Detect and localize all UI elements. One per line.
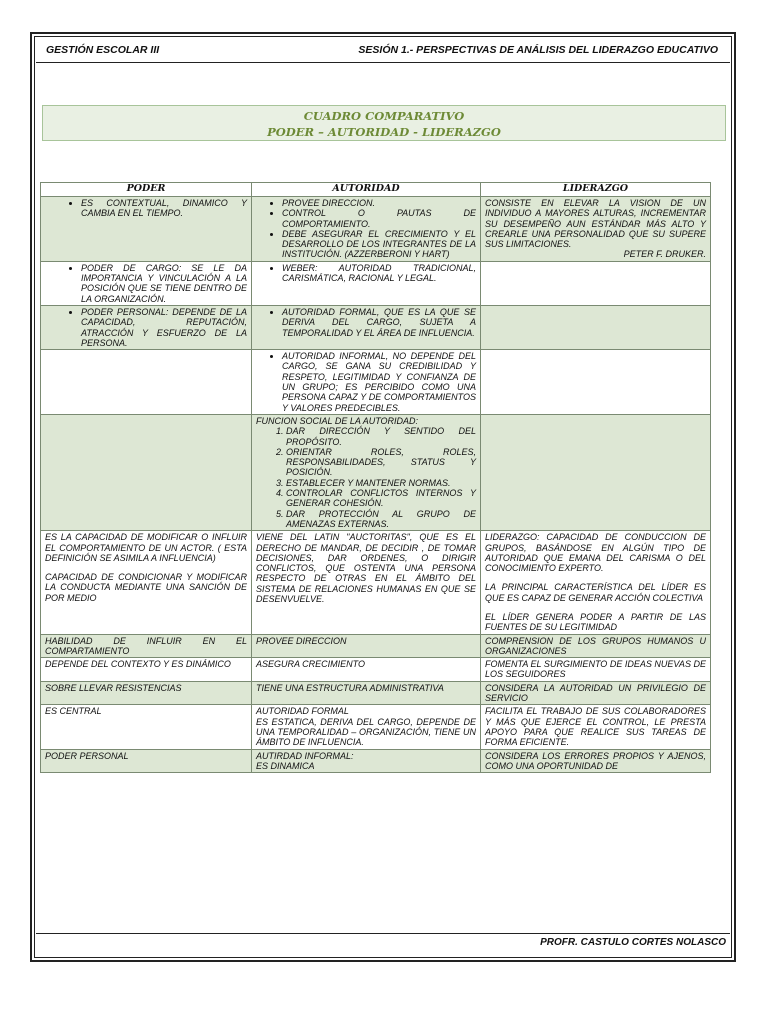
header-course: GESTIÓN ESCOLAR III [46,44,160,56]
comparison-table [40,182,711,773]
paragraph: LA PRINCIPAL CARACTERÍSTICA DEL LÍDER ES QUE ES CAPAZ DE GENERAR ACCIÓN COLECTIVA [485,582,706,603]
table-row [41,197,711,262]
cell-poder: ES CENTRAL [41,705,252,749]
cell-autoridad [252,350,481,415]
column-header-liderazgo: LIDERAZGO [481,183,711,197]
title-line-2: PODER – AUTORIDAD - LIDERAZGO [267,125,501,139]
list-item: • CONTROL O PAUTAS DE COMPORTAMIENTO. [282,208,476,229]
cell-poder: SOBRE LLEVAR RESISTENCIAS [41,681,252,705]
column-header-autoridad: AUTORIDAD [252,183,481,197]
list-item: • ES CONTEXTUAL, DINAMICO Y CAMBIA EN EL TIEMPO. [81,198,247,219]
paragraph: AUTIRDAD INFORMAL: [256,750,354,761]
cell-autoridad: ASEGURA CRECIMIENTO [252,658,481,682]
list-item: • PROVEE DIRECCION. [282,198,476,208]
paragraph: AUTORIDAD FORMAL [256,706,349,717]
list-item: 1. DAR DIRECCIÓN Y SENTIDO DEL PROPÓSITO. [286,426,476,447]
cell-liderazgo [481,305,711,349]
table-row [41,705,711,749]
header-session: SESIÓN 1.- PERSPECTIVAS DE ANÁLISIS DEL LIDERAZGO EDUCATIVO [358,44,718,56]
paragraph: ES LA CAPACIDAD DE MODIFICAR O INFLUIR EL COMPORTAMIENTO DE UN ACTOR. ( ESTA DEFINICIÓN SE ASIMILA A INFLUENCIA) [45,532,247,563]
table-row [41,414,711,530]
list-item: 3. ESTABLECER Y MANTENER NORMAS. [286,478,476,488]
table-row [41,531,711,634]
paragraph: ES ESTATICA, DERIVA DEL CARGO, DEPENDE DE UNA TEMPORALIDAD – ORGANIZACIÓN, TIENE UN ÁMBITO DE INFLUENCIA. [256,716,476,748]
cell-liderazgo: COMPRENSION DE LOS GRUPOS HUMANOS U ORGANIZACIONES [481,634,711,658]
cell-liderazgo [481,350,711,415]
column-header-poder: PODER [41,183,252,197]
table-row [41,634,711,658]
cell-poder [41,350,252,415]
leadership-definition: CONSISTE EN ELEVAR LA VISION DE UN INDIVIDUO A MAYORES ALTURAS, INCREMENTAR SU DESEMPEÑO AUN ESTÁNDAR MÁS ALTO Y CREARLE UNA PERSONALIDAD QUE SU SUPERE SUS LIMITACIONES. [485,198,706,250]
paragraph: EL LÍDER GENERA PODER A PARTIR DE LAS FUENTES DE SU LEGITIMIDAD [485,611,706,633]
list-item: • AUTORIDAD FORMAL, QUE ES LA QUE SE DERIVA DEL CARGO, SUJETA A TEMPORALIDAD Y EL ÁREA DE INFLUENCIA. [282,307,476,338]
table-row [41,681,711,705]
cell-poder [41,261,252,305]
cell-autoridad [252,749,481,773]
cell-liderazgo: CONSIDERA LOS ERRORES PROPIOS Y AJENOS, COMO UNA OPORTUNIDAD DE [481,749,711,773]
cell-liderazgo: CONSIDERA LA AUTORIDAD UN PRIVILEGIO DE SERVICIO [481,681,711,705]
cell-autoridad: TIENE UNA ESTRUCTURA ADMINISTRATIVA [252,681,481,705]
table-row [41,350,711,415]
cell-liderazgo [481,531,711,634]
cell-liderazgo [481,261,711,305]
list-item: • PODER DE CARGO: SE LE DA IMPORTANCIA Y VINCULACIÓN A LA POSICIÓN QUE SE TIENE DENTRO DE LA ORGANIZACIÓN. [81,263,247,304]
cell-liderazgo: FOMENTA EL SURGIMIENTO DE IDEAS NUEVAS DE LOS SEGUIDORES [481,658,711,682]
cell-poder [41,531,252,634]
table-row [41,658,711,682]
cell-liderazgo [481,414,711,530]
cell-poder: DEPENDE DEL CONTEXTO Y ES DINÁMICO [41,658,252,682]
cell-poder: HABILIDAD DE INFLUIR EN EL COMPARTAMIENTO [41,634,252,658]
table-row [41,261,711,305]
cell-poder: PODER PERSONAL [41,749,252,773]
list-item: • AUTORIDAD INFORMAL, NO DEPENDE DEL CARGO, SE GANA SU CREDIBILIDAD Y RESPETO, LEGITIMIDAD Y CONFIANZA DE UN GRUPO; ES PERCIBIDO COMO UNA PERSONA CAPAZ Y DE COMPORTAMIENTOS Y VALORES PREDECIBLES. [282,351,476,413]
cell-autoridad [252,305,481,349]
cell-liderazgo [481,197,711,262]
social-function-intro: FUNCION SOCIAL DE LA AUTORIDAD: [256,415,419,426]
title-box [42,105,726,141]
cell-autoridad [252,705,481,749]
paragraph: ES DINAMICA [256,760,315,771]
list-item: • DEBE ASEGURAR EL CRECIMIENTO Y EL DESARROLLO DE LOS INTEGRANTES DE LA INSTITUCIÓN. (AZZERBERONI Y HART) [282,229,476,260]
title-line-1: CUADRO COMPARATIVO [303,109,465,123]
cell-poder [41,197,252,262]
cell-poder [41,414,252,530]
cell-autoridad [252,197,481,262]
cell-autoridad [252,261,481,305]
footer-author: PROFR. CASTULO CORTES NOLASCO [540,937,726,948]
table-row [41,749,711,773]
list-item: • PODER PERSONAL: DEPENDE DE LA CAPACIDAD, REPUTACIÓN, ATRACCIÓN Y ESFUERZO DE LA PERSONA. [81,307,247,348]
paragraph: CAPACIDAD DE CONDICIONAR Y MODIFICAR LA CONDUCTA MEDIANTE UNA SANCIÓN DE POR MEDIO [45,572,247,603]
cell-poder [41,305,252,349]
paragraph: VIENE DEL LATIN "AUCTORITAS", QUE ES EL DERECHO DE MANDAR, DE DECIDIR , DE TOMAR DECISIONES, DAR ORDENES, O DIRIGIR CONFLICTOS, QUE OSTENTA UNA PERSONA RESPECTO DE OTRAS EN EL ÁMBITO DEL SISTEMA DE RELACIONES HUMANAS EN QUE SE DESENVUELVE. [256,532,476,604]
table-row [41,305,711,349]
cell-autoridad [252,531,481,634]
list-item: 4. CONTROLAR CONFLICTOS INTERNOS Y GENERAR COHESIÓN. [286,488,476,509]
paragraph: LIDERAZGO: CAPACIDAD DE CONDUCCION DE GRUPOS, BASÁNDOSE EN ALGÚN TIPO DE AUTORIDAD QUE EMANA DEL CARISMA O DEL CONOCIMIENTO EXPERTO. [485,532,706,574]
header-rule [36,62,730,63]
list-item: 5. DAR PROTECCIÓN AL GRUPO DE AMENAZAS EXTERNAS. [286,509,476,530]
cell-liderazgo: FACILITA EL TRABAJO DE SUS COLABORADORES Y MÁS QUE EJERCE EL CONTROL, LE PRESTA APOYO PARA QUE REALICE SUS TAREAS DE FORMA EFICIENTE. [481,705,711,749]
quote-author: PETER F. DRUKER. [623,249,706,260]
cell-autoridad [252,414,481,530]
list-item: • WEBER: AUTORIDAD TRADICIONAL, CARISMÁTICA, RACIONAL Y LEGAL. [282,263,476,284]
list-item: 2. ORIENTAR ROLES, ROLES, RESPONSABILIDADES, STATUS Y POSICIÓN. [286,447,476,478]
footer-rule [36,933,730,934]
table-header-row [41,183,711,197]
cell-autoridad: PROVEE DIRECCION [252,634,481,658]
